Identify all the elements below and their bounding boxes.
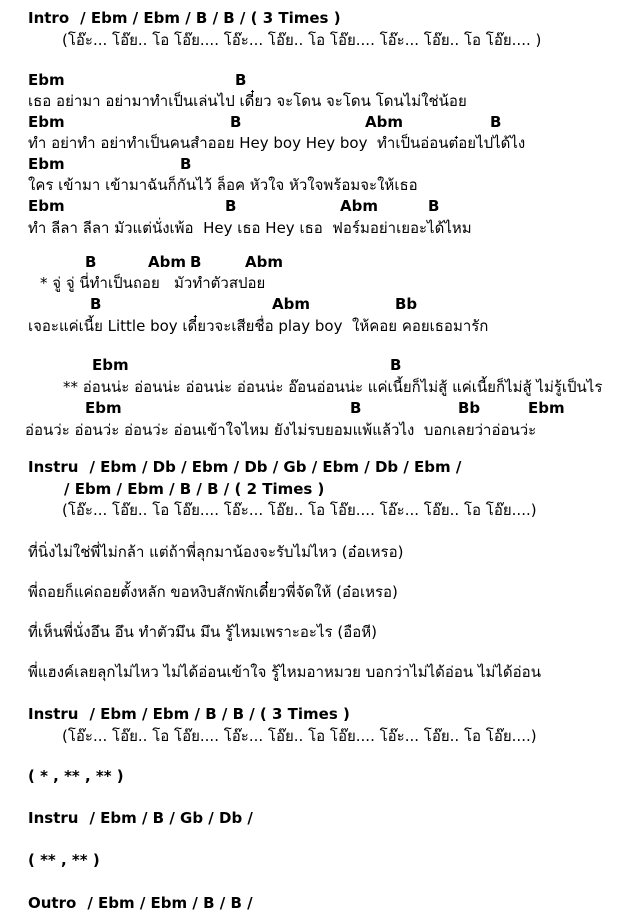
chord: Abm	[245, 253, 283, 271]
chord: Abm	[340, 197, 378, 215]
chord: B	[190, 253, 202, 271]
chords-line	[0, 294, 620, 315]
repeat-marker: ( ** , ** )	[28, 851, 100, 869]
chord-progression: / Ebm / Ebm / B / B / ( 2 Times )	[64, 480, 325, 498]
chord: B	[90, 295, 102, 313]
section-line-intro	[28, 8, 341, 29]
chord: B	[490, 113, 502, 131]
chord: B	[225, 197, 237, 215]
chords-line	[0, 70, 620, 91]
chord: B	[180, 155, 192, 173]
section-line-instru	[28, 457, 461, 478]
section-line-instru	[28, 808, 253, 829]
chord: Ebm	[92, 356, 129, 374]
chord-progression: / Ebm / Ebm / B / B /	[87, 894, 253, 912]
chord-progression: / Ebm / Ebm / B / B / ( 3 Times )	[89, 705, 350, 723]
chords-line	[0, 196, 620, 217]
chord: Bb	[395, 295, 418, 313]
chord: B	[235, 71, 247, 89]
section-line-outro	[28, 893, 253, 914]
chords-line	[0, 355, 620, 376]
chord: B	[230, 113, 242, 131]
section-label: Outro	[28, 894, 77, 912]
chord: Ebm	[28, 197, 65, 215]
lyric-line: พี่ถอยก็แค่ถอยตั้งหลัก ขอหงิบสักพักเดี๋ยวพี่จัดให้ (อ๋อเหรอ)	[28, 583, 398, 601]
scat-line: (โอ๊ะ... โอ๊ย.. โอ โอ๊ย.... โอ๊ะ... โอ๊ย.. โอ โอ๊ย.... โอ๊ะ... โอ๊ย.. โอ โอ๊ย.... )	[62, 31, 542, 49]
chord: B	[390, 356, 402, 374]
lyric-line: พี่แฮงค์เลยลุกไม่ไหว ไม่ได้อ่อนเข้าใจ รู้ไหมอาหมวย บอกว่าไม่ได้อ่อน ไม่ได้อ่อน	[28, 663, 541, 681]
section-line-instru	[28, 704, 350, 725]
scat-line: (โอ๊ะ... โอ๊ย.. โอ โอ๊ย.... โอ๊ะ... โอ๊ย.. โอ โอ๊ย.... โอ๊ะ... โอ๊ย.. โอ โอ๊ย....)	[62, 727, 537, 745]
chord: Abm	[272, 295, 310, 313]
section-label: Intro	[28, 9, 70, 27]
lyric-line: ทำ ลีลา ลีลา มัวแต่นั่งเพ้อ Hey เธอ Hey เธอ ฟอร์มอย่าเยอะได้ไหม	[28, 219, 472, 237]
lyric-line: * จู่ จู่ นี่ทำเป็นถอย มัวทำตัวสปอย	[40, 274, 266, 292]
chord: Ebm	[28, 113, 65, 131]
chord: Bb	[458, 399, 481, 417]
lyric-line: ที่เห็นพี่นั่งอึน อึน ทำตัวมึน มึน รู้ไหมเพราะอะไร (อือหี)	[28, 623, 377, 641]
chord: Ebm	[28, 71, 65, 89]
lyric-line: ทำ อย่าทำ อย่าทำเป็นคนสำออย Hey boy Hey boy ทำเป็นอ่อนต๋อยไปได้ไง	[28, 134, 526, 152]
section-label: Instru	[28, 809, 79, 827]
chord: B	[350, 399, 362, 417]
lyric-line: เธอ อย่ามา อย่ามาทำเป็นเล่นไป เดี๋ยว จะโดน จะโดน โดนไม่ใช่น้อย	[28, 92, 467, 110]
section-label: Instru	[28, 458, 79, 476]
lyric-line: ใคร เข้ามา เข้ามาฉันก็กันไว้ ล็อค หัวใจ หัวใจพร้อมจะให้เธอ	[28, 176, 418, 194]
chord: Abm	[148, 253, 186, 271]
lyric-line: เจอะแค่เนี้ย Little boy เดี๋ยวจะเสียชื่อ play boy ให้คอย คอยเธอมารัก	[28, 317, 489, 335]
lyric-line: ที่นิ่งไม่ใช่พี่ไม่กล้า แต่ถ้าพี่ลุกมาน้องจะรับไม่ไหว (อ๋อเหรอ)	[28, 543, 404, 561]
lyric-line: ** อ่อนน่ะ อ่อนน่ะ อ่อนน่ะ อ่อนน่ะ อ๊อนอ่อนน่ะ แค่เนี้ยก็ไม่สู้ แค่เนี้ยก็ไม่สู้ ไม่รู้เป็นไร	[63, 378, 603, 396]
chord: Ebm	[85, 399, 122, 417]
chord: Ebm	[528, 399, 565, 417]
chords-line	[0, 154, 620, 175]
chord: Ebm	[28, 155, 65, 173]
lyric-line: อ่อนว่ะ อ่อนว่ะ อ่อนว่ะ อ่อนเข้าใจไหม ยังไม่รบยอมแพ้แล้วไง บอกเลยว่าอ่อนว่ะ	[25, 421, 537, 439]
chord-progression: / Ebm / B / Gb / Db /	[89, 809, 253, 827]
chord: B	[428, 197, 440, 215]
chords-line	[0, 252, 620, 273]
scat-line: (โอ๊ะ... โอ๊ย.. โอ โอ๊ย.... โอ๊ะ... โอ๊ย.. โอ โอ๊ย.... โอ๊ะ... โอ๊ย.. โอ โอ๊ย....)	[62, 501, 537, 519]
section-label: Instru	[28, 705, 79, 723]
chord: Abm	[365, 113, 403, 131]
chords-line	[0, 398, 620, 419]
repeat-marker: ( * , ** , ** )	[28, 767, 124, 785]
chord-progression: / Ebm / Ebm / B / B / ( 3 Times )	[80, 9, 341, 27]
chord: B	[85, 253, 97, 271]
chords-line	[0, 112, 620, 133]
chord-progression: / Ebm / Db / Ebm / Db / Gb / Ebm / Db / Ebm /	[89, 458, 462, 476]
